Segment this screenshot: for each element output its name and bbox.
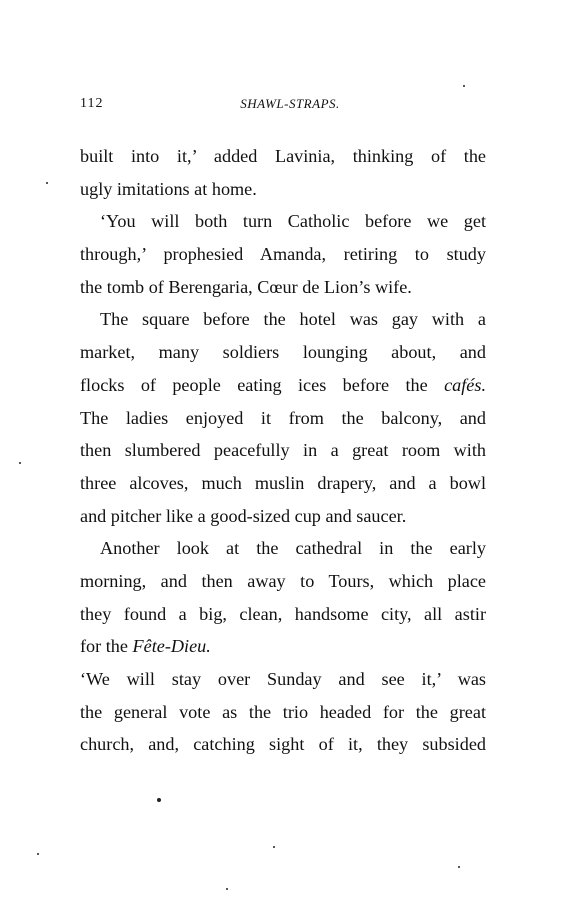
text-line: they found a big, clean, handsome city, all astir xyxy=(80,603,486,624)
text-line: and pitcher like a good-sized cup and saucer. xyxy=(80,505,407,526)
scan-speck xyxy=(226,888,228,890)
text-line-roman: for the xyxy=(80,636,133,657)
scan-speck xyxy=(463,85,465,87)
text-line-italic: Fête-Dieu. xyxy=(132,636,211,657)
text-line xyxy=(80,369,486,402)
text-line xyxy=(80,630,486,663)
text-line-italic: cafés. xyxy=(444,374,486,395)
text-line: morning, and then away to Tours, which place xyxy=(80,570,486,591)
scan-speck xyxy=(37,853,39,855)
text-line: Another look at the cathedral in the early xyxy=(100,538,486,559)
text-line: then slumbered peacefully in a great room with xyxy=(80,440,486,461)
text-line: ‘We will stay over Sunday and see it,’ was xyxy=(80,669,486,689)
text-line: the tomb of Berengaria, Cœur de Lion’s wife. xyxy=(80,276,412,297)
page-body-text xyxy=(80,140,486,761)
text-line: church, and, catching sight of it, they subsided xyxy=(80,734,486,755)
text-line: the general vote as the trio headed for the great xyxy=(80,701,486,722)
text-line-roman: flocks of people eating ices before the xyxy=(80,374,445,395)
text-line: ‘You will both turn Catholic before we get xyxy=(100,211,486,232)
scan-speck xyxy=(458,866,460,868)
scan-speck xyxy=(157,798,161,802)
scan-speck xyxy=(46,182,48,184)
running-head-title: SHAWL-STRAPS. xyxy=(240,96,340,111)
scan-speck xyxy=(19,462,21,464)
page-number: 112 xyxy=(80,96,104,111)
text-line: three alcoves, much muslin drapery, and a bowl xyxy=(80,472,486,493)
running-header xyxy=(80,96,486,116)
text-line: The square before the hotel was gay with a xyxy=(100,309,486,330)
text-line: built into it,’ added Lavinia, thinking of the xyxy=(80,146,486,166)
text-line: market, many soldiers lounging about, and xyxy=(80,342,486,363)
scan-speck xyxy=(273,846,275,848)
text-line: through,’ prophesied Amanda, retiring to study xyxy=(80,244,486,265)
text-line: The ladies enjoyed it from the balcony, and xyxy=(80,407,486,428)
text-line: ugly imitations at home. xyxy=(80,178,257,199)
